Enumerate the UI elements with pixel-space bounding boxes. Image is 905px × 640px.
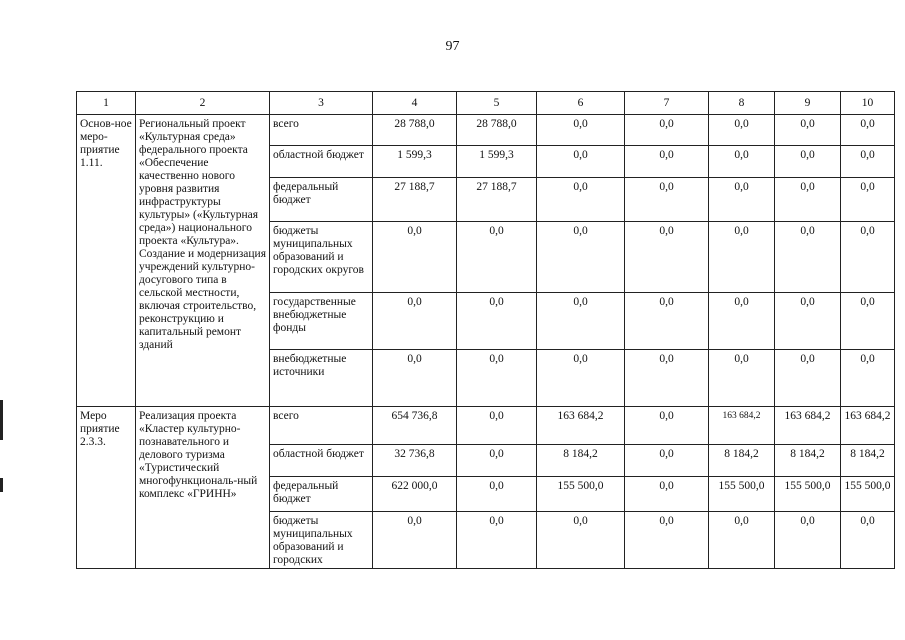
value-cell: 0,0 <box>625 115 709 146</box>
binding-mark <box>0 478 3 492</box>
value-cell: 0,0 <box>709 115 775 146</box>
value-cell: 0,0 <box>625 178 709 222</box>
column-header: 3 <box>270 92 373 115</box>
funding-source: бюджеты муниципальных образований и городских <box>270 512 373 569</box>
value-cell: 0,0 <box>841 222 895 293</box>
value-cell: 0,0 <box>625 477 709 512</box>
value-cell: 0,0 <box>537 146 625 178</box>
value-cell: 0,0 <box>775 178 841 222</box>
value-cell: 163 684,2 <box>775 407 841 445</box>
value-cell: 28 788,0 <box>457 115 537 146</box>
column-header: 2 <box>136 92 270 115</box>
value-cell: 8 184,2 <box>709 445 775 477</box>
value-cell: 0,0 <box>709 350 775 407</box>
funding-source: всего <box>270 115 373 146</box>
table-row <box>77 407 895 445</box>
table-row <box>77 115 895 146</box>
value-cell: 28 788,0 <box>373 115 457 146</box>
value-cell: 0,0 <box>625 407 709 445</box>
column-header: 6 <box>537 92 625 115</box>
page-number: 97 <box>445 39 460 54</box>
column-header: 1 <box>77 92 136 115</box>
value-cell: 0,0 <box>775 293 841 350</box>
value-cell: 0,0 <box>625 293 709 350</box>
funding-source: областной бюджет <box>270 146 373 178</box>
value-cell: 0,0 <box>775 222 841 293</box>
funding-source: федеральный бюджет <box>270 178 373 222</box>
value-cell: 27 188,7 <box>373 178 457 222</box>
value-cell: 0,0 <box>457 293 537 350</box>
column-header: 10 <box>841 92 895 115</box>
value-cell: 163 684,2 <box>841 407 895 445</box>
funding-source: внебюджетные источники <box>270 350 373 407</box>
value-cell: 155 500,0 <box>537 477 625 512</box>
value-cell: 0,0 <box>775 350 841 407</box>
value-cell: 1 599,3 <box>373 146 457 178</box>
value-cell: 0,0 <box>373 293 457 350</box>
value-cell: 8 184,2 <box>841 445 895 477</box>
column-header: 9 <box>775 92 841 115</box>
value-cell: 32 736,8 <box>373 445 457 477</box>
value-cell: 163 684,2 <box>709 407 775 445</box>
value-cell: 0,0 <box>775 115 841 146</box>
header-row <box>77 92 895 115</box>
value-cell: 0,0 <box>625 350 709 407</box>
value-cell: 0,0 <box>457 350 537 407</box>
value-cell: 0,0 <box>373 222 457 293</box>
value-cell: 163 684,2 <box>537 407 625 445</box>
funding-source: областной бюджет <box>270 445 373 477</box>
value-cell: 0,0 <box>841 146 895 178</box>
value-cell: 0,0 <box>537 293 625 350</box>
funding-source: государственные внебюджетные фонды <box>270 293 373 350</box>
value-cell: 0,0 <box>841 512 895 569</box>
value-cell: 0,0 <box>841 350 895 407</box>
value-cell: 622 000,0 <box>373 477 457 512</box>
value-cell: 155 500,0 <box>709 477 775 512</box>
value-cell: 155 500,0 <box>841 477 895 512</box>
value-cell: 155 500,0 <box>775 477 841 512</box>
value-cell: 0,0 <box>457 407 537 445</box>
value-cell: 0,0 <box>537 512 625 569</box>
column-header: 5 <box>457 92 537 115</box>
funding-table <box>76 91 895 569</box>
value-cell: 1 599,3 <box>457 146 537 178</box>
value-cell: 0,0 <box>373 512 457 569</box>
value-cell: 0,0 <box>775 512 841 569</box>
column-header: 7 <box>625 92 709 115</box>
value-cell: 0,0 <box>537 222 625 293</box>
activity-description: Реализация проекта «Кластер культурно-познавательного и делового туризма «Туристический многофункциональ-ный комплекс «ГРИНН» <box>136 407 270 569</box>
binding-mark <box>0 400 3 440</box>
value-cell: 0,0 <box>537 115 625 146</box>
activity-code: Меро приятие 2.3.3. <box>77 407 136 569</box>
value-cell: 8 184,2 <box>775 445 841 477</box>
value-cell: 0,0 <box>709 512 775 569</box>
value-cell: 0,0 <box>775 146 841 178</box>
funding-source: всего <box>270 407 373 445</box>
value-cell: 0,0 <box>709 222 775 293</box>
value-cell: 0,0 <box>709 178 775 222</box>
funding-source: федеральный бюджет <box>270 477 373 512</box>
value-cell: 0,0 <box>709 293 775 350</box>
value-cell: 0,0 <box>457 477 537 512</box>
value-cell: 0,0 <box>841 293 895 350</box>
value-cell: 0,0 <box>709 146 775 178</box>
activity-description: Региональный проект «Культурная среда» федерального проекта «Обеспечение качественно нового уровня развития инфраструктуры культуры» («Культурная среда») национального проекта «Культура». Создание и модернизация учреждений культурно-досугового типа в сельской местности, включая строительство, реконструкцию и капитальный ремонт зданий <box>136 115 270 407</box>
funding-source: бюджеты муниципальных образований и городских округов <box>270 222 373 293</box>
value-cell: 0,0 <box>537 178 625 222</box>
value-cell: 0,0 <box>457 222 537 293</box>
value-cell: 0,0 <box>373 350 457 407</box>
value-cell: 8 184,2 <box>537 445 625 477</box>
column-header: 8 <box>709 92 775 115</box>
value-cell: 0,0 <box>625 445 709 477</box>
value-cell: 0,0 <box>841 178 895 222</box>
column-header: 4 <box>373 92 457 115</box>
value-cell: 27 188,7 <box>457 178 537 222</box>
value-cell: 0,0 <box>457 445 537 477</box>
value-cell: 0,0 <box>625 222 709 293</box>
value-cell: 0,0 <box>537 350 625 407</box>
value-cell: 654 736,8 <box>373 407 457 445</box>
value-cell: 0,0 <box>841 115 895 146</box>
value-cell: 0,0 <box>625 512 709 569</box>
activity-code: Основ-ное меро-приятие 1.11. <box>77 115 136 407</box>
value-cell: 0,0 <box>457 512 537 569</box>
value-cell: 0,0 <box>625 146 709 178</box>
